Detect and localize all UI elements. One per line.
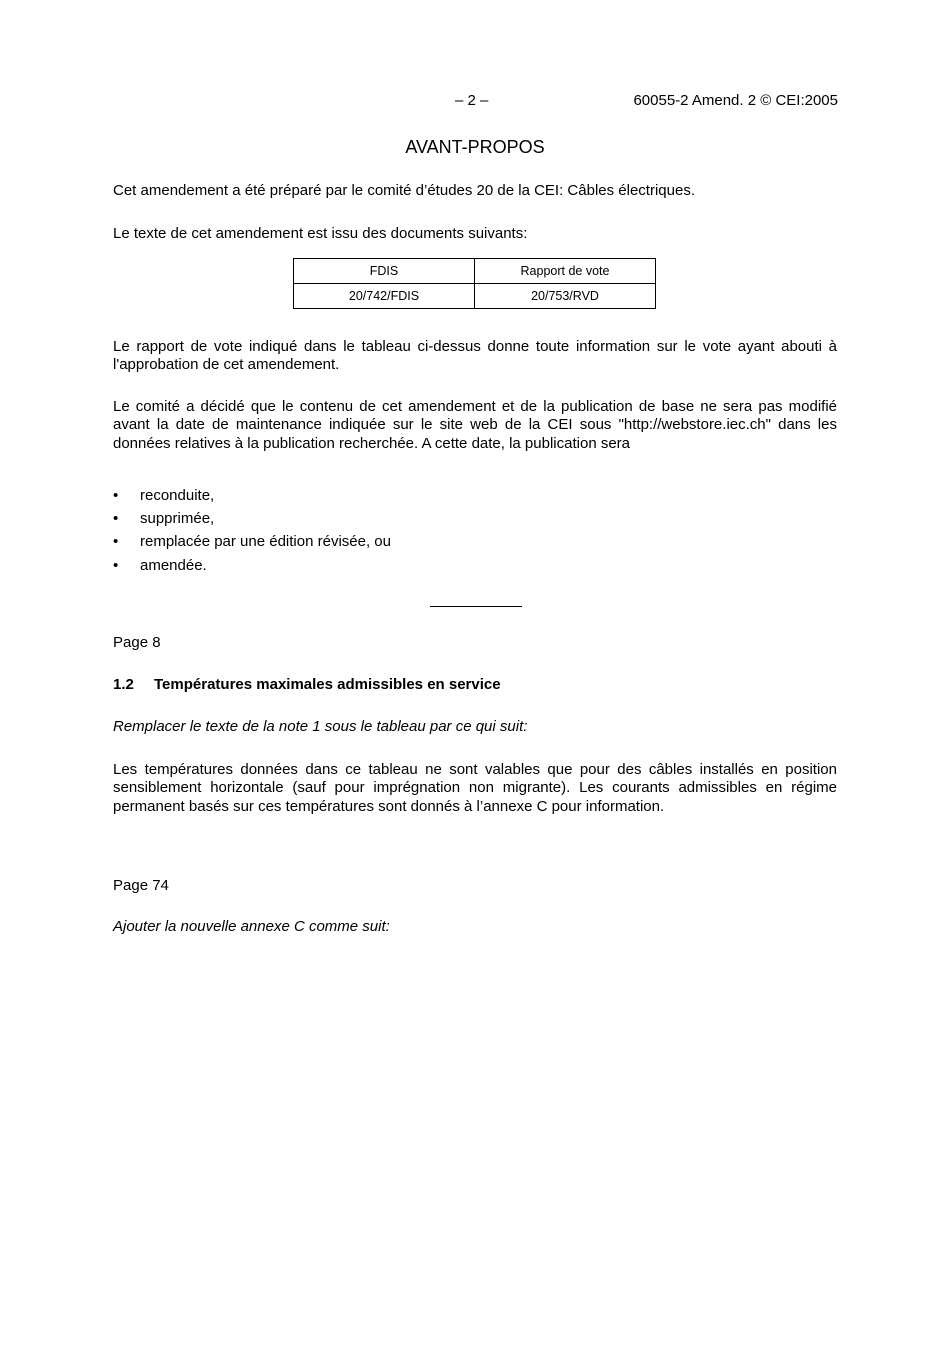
page-reference: Page 74	[113, 877, 169, 894]
table-cell: 20/742/FDIS	[294, 284, 475, 309]
list-item	[113, 557, 391, 580]
section-separator	[430, 606, 522, 607]
vote-report-paragraph: Le rapport de vote indiqué dans le tableau ci-dessus donne toute information sur le vote ayant abouti à l'approbation de cet amendement.	[113, 338, 837, 374]
instruction-text: Ajouter la nouvelle annexe C comme suit:	[113, 918, 390, 935]
page-number: – 2 –	[455, 92, 489, 109]
instruction-text: Remplacer le texte de la note 1 sous le tableau par ce qui suit:	[113, 718, 528, 735]
list-item	[113, 510, 391, 533]
list-item	[113, 487, 391, 510]
maintenance-paragraph: Le comité a décidé que le contenu de cet amendement et de la publication de base ne sera pas modifié avant la date de maintenance indiquée sur le site web de la CEI sous "http://webstore.iec.ch" dans les données relatives à la publication recherchée. A cette date, la publication sera	[113, 398, 837, 452]
section-heading	[113, 676, 501, 693]
page-reference: Page 8	[113, 634, 161, 651]
intro-paragraph: Cet amendement a été préparé par le comité d’études 20 de la CEI: Câbles électriques.	[113, 182, 695, 199]
document-reference: 60055-2 Amend. 2 © CEI:2005	[633, 92, 838, 109]
page-title: AVANT-PROPOS	[405, 137, 545, 157]
list-item	[113, 533, 391, 556]
vote-table	[293, 258, 656, 309]
bullet-icon: •	[113, 533, 119, 551]
list-item-text: reconduite,	[140, 487, 215, 504]
table-header-row	[294, 259, 656, 284]
table-cell: 20/753/RVD	[475, 284, 656, 309]
bullet-icon: •	[113, 510, 119, 528]
table-header-cell: FDIS	[294, 259, 475, 284]
list-item-text: amendée.	[140, 556, 207, 574]
section-number: 1.2	[113, 676, 134, 693]
list-item-text: remplacée par une édition révisée, ou	[140, 533, 391, 551]
table-header-cell: Rapport de vote	[475, 259, 656, 284]
list-item-text: supprimée,	[140, 510, 215, 528]
bullet-icon: •	[113, 487, 119, 504]
bullet-list	[113, 487, 391, 580]
table-row	[294, 284, 656, 309]
bullet-icon: •	[113, 556, 119, 574]
temperature-note-paragraph: Les températures données dans ce tableau ne sont valables que pour des câbles installés en position sensiblement horizontale (sauf pour imprégnation non migrante). Les courants admissibles en régime permanent basés sur ces températures sont donnés à l’annexe C pour information.	[113, 761, 837, 815]
documents-intro-paragraph: Le texte de cet amendement est issu des documents suivants:	[113, 225, 528, 242]
section-heading-text: Températures maximales admissibles en service	[154, 676, 501, 693]
